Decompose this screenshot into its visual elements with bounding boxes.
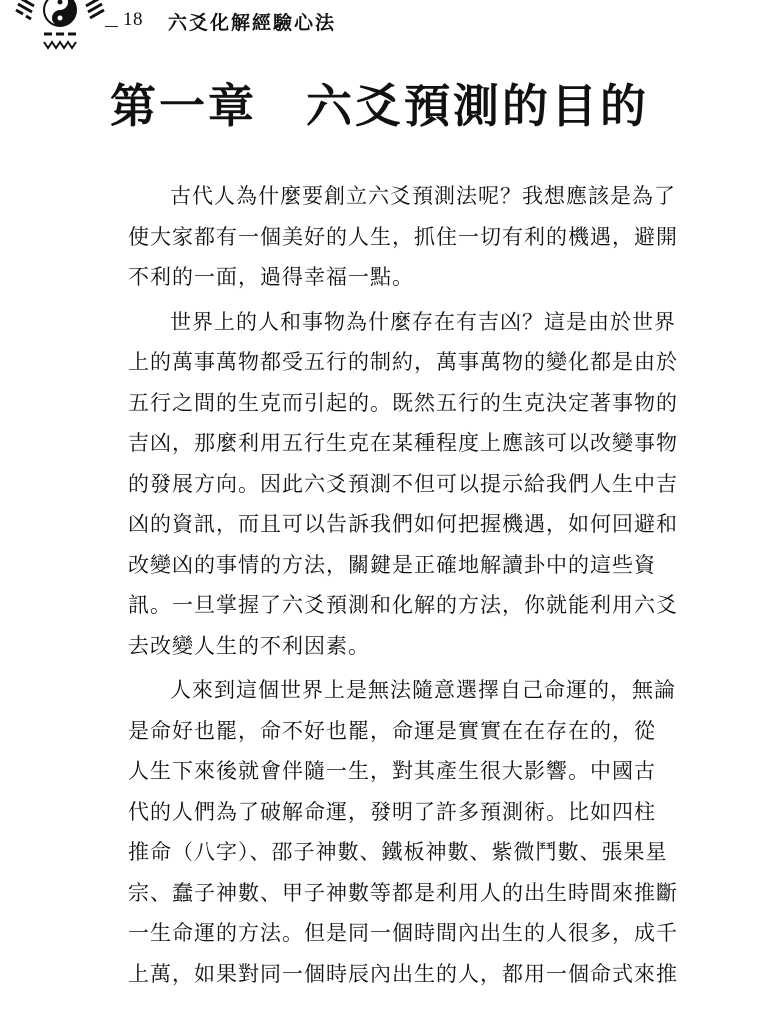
text-line: 去改變人生的不利因素。: [128, 633, 370, 658]
text-line: 吉凶，那麼利用五行生克在某種程度上應該可以改變事物: [128, 431, 678, 455]
bagua-yin-yang-icon: [14, 0, 106, 52]
running-title: 六爻化解經驗心法: [168, 12, 337, 34]
text-line: 的發展方向。因此六爻預測不但可以提示給我們人生中吉: [128, 471, 678, 496]
text-line: 上的萬事萬物都受五行的制約，萬事萬物的變化都是由於: [128, 350, 678, 374]
text-line: 古代人為什麼要創立六爻預測法呢？我想應該是為了: [170, 184, 676, 208]
page-number: 18: [123, 9, 143, 30]
text-line: 改變凶的事情的方法，關鍵是正確地解讀卦中的這些資: [128, 552, 656, 577]
text-line: 推命（八字）、邵子神數、鐵板神數、紫微鬥數、張果星: [128, 840, 668, 864]
text-line: 上萬，如果對同一個時辰內出生的人，都用一個命式來推: [128, 961, 678, 986]
text-line: 是命好也罷，命不好也罷，命運是實實在在存在的，從: [128, 718, 656, 743]
page-header: [0, 0, 759, 56]
body-text: [128, 176, 683, 994]
text-line: 人來到這個世界上是無法隨意選擇自己命運的，無論: [170, 678, 676, 702]
text-line: 世界上的人和事物為什麼存在有吉凶？這是由於世界: [170, 309, 676, 334]
header-rule: [105, 26, 118, 27]
text-line: 五行之間的生克而引起的。既然五行的生克決定著事物的: [128, 390, 678, 415]
text-line: 代的人們為了破解命運，發明了許多預測術。比如四柱: [128, 799, 656, 824]
text-line: 人生下來後就會伴隨一生，對其產生很大影響。中國古: [128, 759, 656, 783]
paragraph-2: [128, 302, 683, 667]
paragraph-1: [128, 176, 683, 298]
text-line: 凶的資訊，而且可以告訴我們如何把握機遇，如何回避和: [128, 512, 678, 536]
text-line: 不利的一面，過得幸福一點。: [128, 265, 414, 289]
paragraph-3: [128, 670, 683, 994]
chapter-title: 第一章 六爻預測的目的: [110, 79, 649, 133]
text-line: 訊。一旦掌握了六爻預測和化解的方法，你就能利用六爻: [128, 593, 678, 617]
text-line: 宗、蠢子神數、甲子神數等都是利用人的出生時間來推斷: [128, 880, 678, 905]
text-line: 使大家都有一個美好的人生，抓住一切有利的機遇，避開: [128, 224, 678, 249]
text-line: 一生命運的方法。但是同一個時間內出生的人很多，成千: [128, 921, 678, 945]
